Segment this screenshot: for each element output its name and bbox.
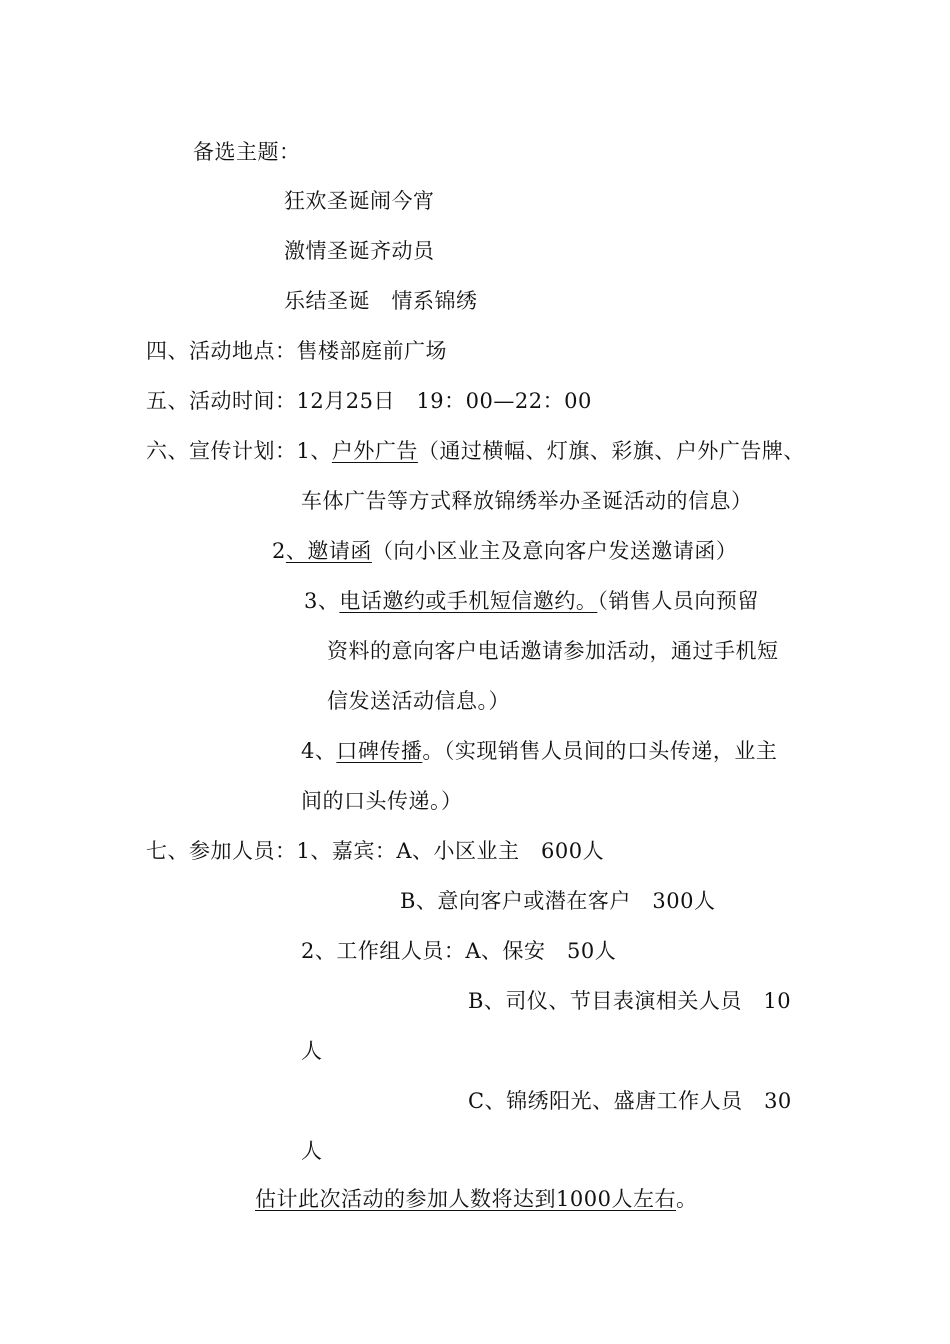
promotion-label: 六、宣传计划： [146,439,297,463]
time-label: 五、活动时间： [146,389,297,413]
estimate-text: 估计此次活动的参加人数将达到1000人左右 [255,1187,676,1211]
participants-guests-a: 1、嘉宾：A、小区业主 600人 [296,839,605,863]
promotion-item-3-num: 3、 [304,589,340,613]
promotion-item-1-desc-cont: 车体广告等方式释放锦绣举办圣诞活动的信息） [301,489,753,513]
participants-staff-c: C、锦绣阳光、盛唐工作人员 30 [468,1089,792,1113]
promotion-item-4-num: 4、 [301,739,337,763]
promotion-item-4-title: 口碑传播 [336,739,423,763]
time-line [146,386,592,416]
promotion-item-3 [304,586,759,616]
promotion-item-2 [272,536,737,566]
promotion-item-2-title: 、邀请函 [285,539,372,563]
promotion-item-1-desc: （通过横幅、灯旗、彩旗、户外广告牌、 [417,439,805,463]
promotion-item-3-title: 电话邀约或手机短信邀约。 [339,589,598,613]
promotion-item-4-desc-cont: 间的口头传递。） [301,789,463,813]
promotion-item-1 [146,436,805,466]
promotion-item-4 [301,736,777,766]
promotion-item-2-num: 2 [272,539,286,563]
participants-label: 七、参加人员： [146,839,297,863]
venue-value: 售楼部庭前广场 [296,339,447,363]
participants-guests-b: B、意向客户或潜在客户 300人 [400,889,716,913]
promotion-item-3-desc-cont-2: 信发送活动信息。） [327,689,510,713]
theme-item-3: 乐结圣诞 情系锦绣 [284,289,478,313]
participants-staff-a: 2、工作组人员：A、保安 50人 [301,939,617,963]
venue-line [146,336,447,366]
theme-item-1: 狂欢圣诞闹今宵 [284,189,435,213]
time-value: 12月25日 19：00—22：00 [296,389,592,413]
participants-guests [146,836,604,866]
participants-staff-b-cont: 人 [301,1039,323,1063]
theme-item-2: 激情圣诞齐动员 [284,239,435,263]
promotion-item-1-title: 户外广告 [331,439,418,463]
themes-heading: 备选主题： [193,140,301,164]
participants-staff-c-cont: 人 [301,1139,323,1163]
promotion-item-4-desc: 。（实现销售人员间的口头传递，业主 [422,739,778,763]
promotion-item-1-num: 1、 [296,439,332,463]
participants-staff-b: B、司仪、节目表演相关人员 10 [468,989,792,1013]
promotion-item-2-desc: （向小区业主及意向客户发送邀请函） [371,539,738,563]
venue-label: 四、活动地点： [146,339,297,363]
estimate-end: 。 [675,1187,698,1211]
promotion-item-3-desc: （销售人员向预留 [597,589,759,613]
estimate-line [255,1184,697,1214]
promotion-item-3-desc-cont-1: 资料的意向客户电话邀请参加活动，通过手机短 [327,639,779,663]
